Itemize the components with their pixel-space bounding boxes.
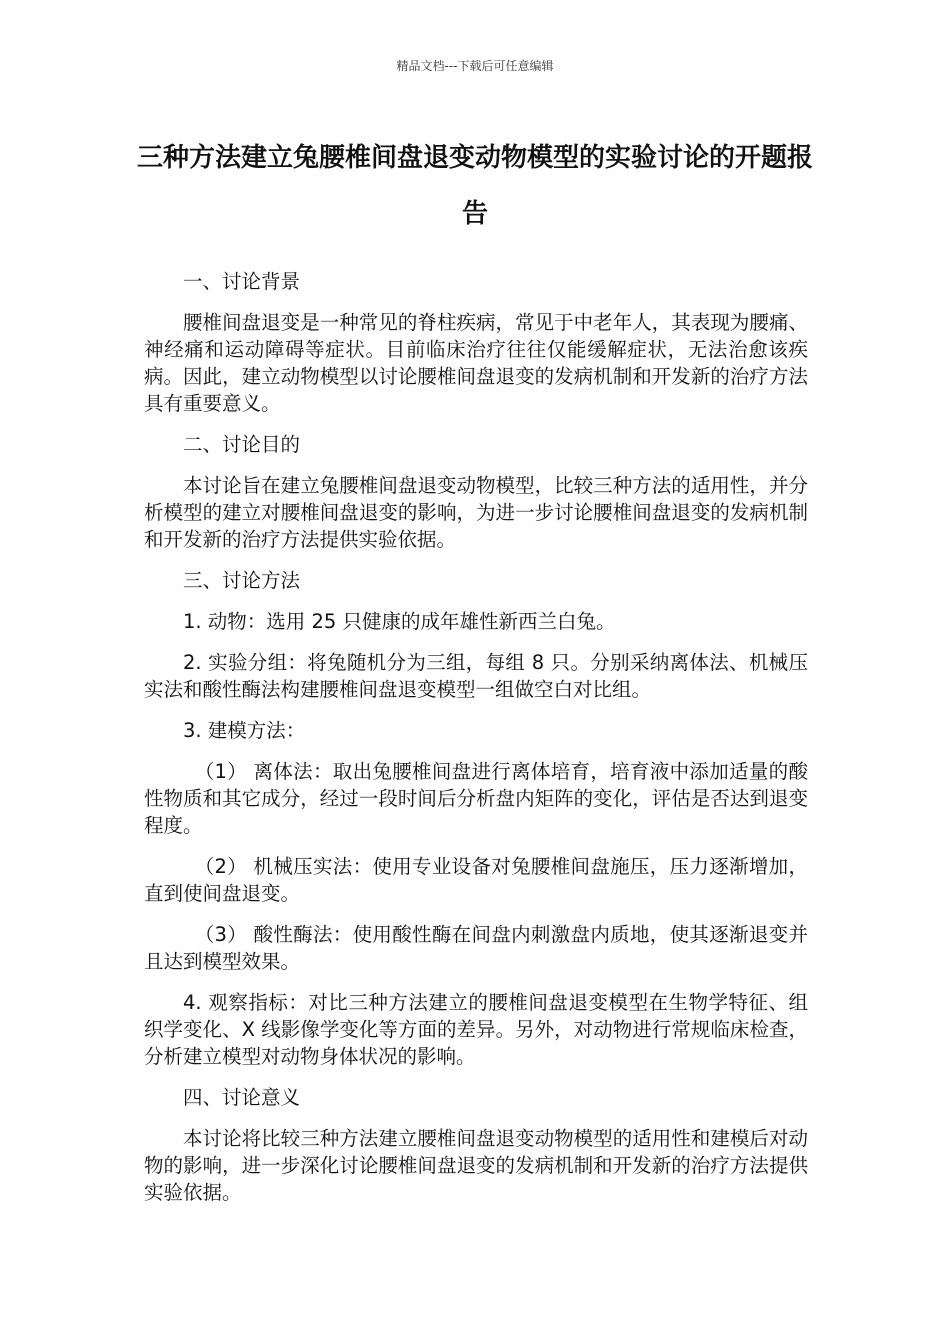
paragraph-purpose: 本讨论旨在建立兔腰椎间盘退变动物模型，比较三种方法的适用性，并分析模型的建立对腰椎间盘退变的影响，为进一步讨论腰椎间盘退变的发病机制和开发新的治疗方法提供实验依据。 [144,474,808,551]
document-body [144,268,808,1220]
section-heading-methods: 三、讨论方法 [183,569,301,592]
paragraph-significance: 本讨论将比较三种方法建立腰椎间盘退变动物模型的适用性和建模后对动物的影响，进一步深化讨论腰椎间盘退变的发病机制和开发新的治疗方法提供实验依据。 [144,1127,808,1204]
method-item-animals: 1. 动物：选用 25 只健康的成年雄性新西兰白兔。 [183,610,616,633]
modeling-subitem-in-vitro: （1） 离体法：取出兔腰椎间盘进行离体培育，培育液中添加适量的酸性物质和其它成分，经过一段时间后分析盘内矩阵的变化，评估是否达到退变程度。 [144,760,808,837]
paragraph-background: 腰椎间盘退变是一种常见的脊柱疾病，常见于中老年人，其表现为腰痛、神经痛和运动障碍等症状。目前临床治疗往往仅能缓解症状，无法治愈该疾病。因此，建立动物模型以讨论腰椎间盘退变的发病机制和开发新的治疗方法具有重要意义。 [144,311,808,415]
method-item-observation: 4. 观察指标：对比三种方法建立的腰椎间盘退变模型在生物学特征、组织学变化、X 线影像学变化等方面的差异。另外，对动物进行常规临床检查，分析建立模型对动物身体状况的影响。 [144,991,808,1068]
section-heading-background: 一、讨论背景 [183,270,301,293]
method-item-grouping: 2. 实验分组：将兔随机分为三组，每组 8 只。分别采纳离体法、机械压实法和酸性酶法构建腰椎间盘退变模型一组做空白对比组。 [144,651,808,701]
section-heading-significance: 四、讨论意义 [183,1086,301,1109]
page-header: 精品文档---下载后可任意编辑 [396,59,554,73]
modeling-subitem-compression: （2） 机械压实法：使用专业设备对兔腰椎间盘施压，压力逐渐增加，直到使间盘退变。 [144,855,808,905]
section-heading-purpose: 二、讨论目的 [183,433,301,456]
modeling-subitem-acid-enzyme: （3） 酸性酶法：使用酸性酶在间盘内刺激盘内质地，使其逐渐退变并且达到模型效果。 [144,923,808,973]
document-title: 三种方法建立兔腰椎间盘退变动物模型的实验讨论的开题报告 [136,143,813,229]
method-item-modeling: 3. 建模方法： [183,719,306,742]
